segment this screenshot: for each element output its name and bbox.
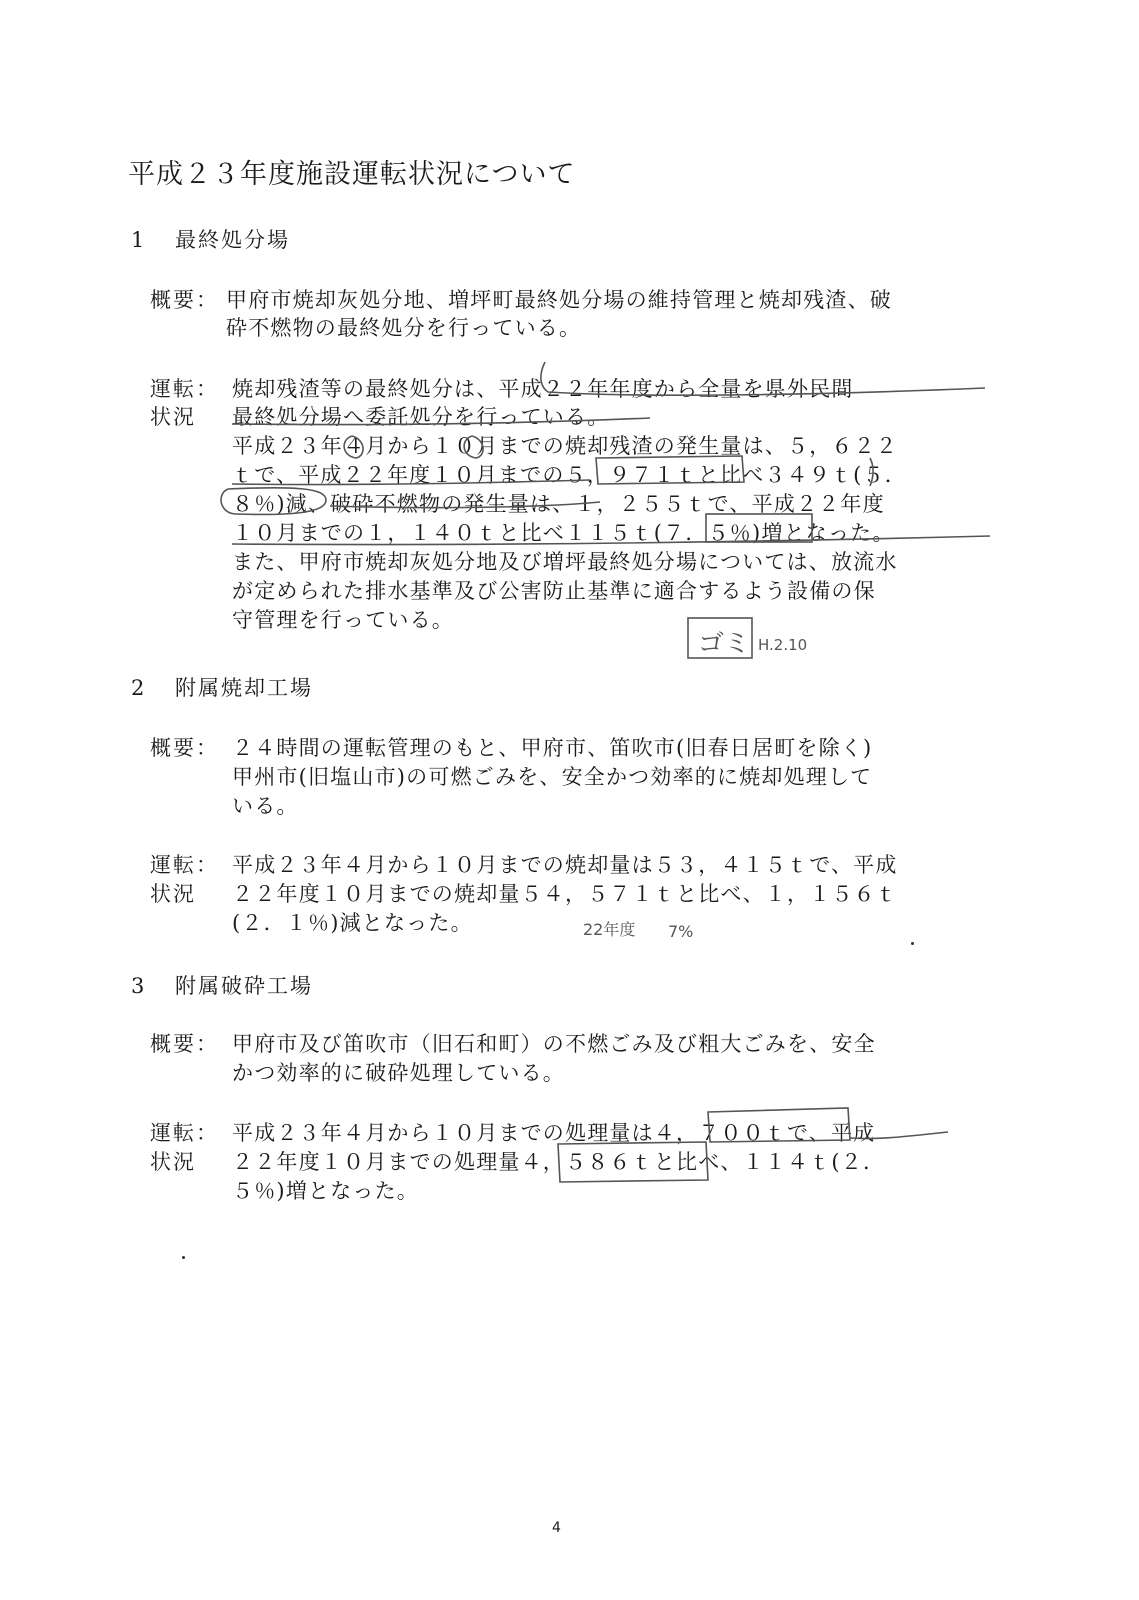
handwritten-note: 7% — [668, 922, 694, 941]
operation-label: 運転： — [150, 853, 219, 877]
body-line: ５％)増となった。 — [232, 1179, 419, 1203]
scan-speck — [182, 1256, 185, 1259]
body-line: 砕不燃物の最終処分を行っている。 — [226, 316, 582, 340]
operation-label: 運転： — [150, 1121, 219, 1145]
body-line: 平成２３年４月から１０月までの焼却残渣の発生量は、５，６２２ — [232, 434, 898, 458]
section-title: 附属焼却工場 — [175, 676, 313, 700]
body-line: (２．１％)減となった。 — [232, 911, 473, 935]
section-title: 最終処分場 — [175, 228, 290, 252]
body-line: が定められた排水基準及び公害防止基準に適合するよう設備の保 — [232, 579, 876, 603]
overview-label: 概要： — [150, 1032, 219, 1056]
status-label: 状況 — [150, 1150, 196, 1174]
section-number: 2 — [131, 676, 147, 700]
operation-label: 運転： — [150, 377, 219, 401]
body-line: かつ効率的に破砕処理している。 — [232, 1061, 565, 1085]
body-line: ２２年度１０月までの処理量４，５８６ｔと比べ、１１４ｔ(２． — [232, 1150, 886, 1174]
section-number: 1 — [131, 228, 147, 252]
body-line: 甲府市焼却灰処分地、増坪町最終処分場の維持管理と焼却残渣、破 — [226, 288, 892, 312]
scan-speck — [911, 942, 914, 945]
body-line: また、甲府市焼却灰処分地及び増坪最終処分場については、放流水 — [232, 550, 898, 574]
body-line: 焼却残渣等の最終処分は、平成２２年年度から全量を県外民間 — [232, 377, 854, 401]
section-2-heading — [131, 672, 313, 702]
body-line: 平成２３年４月から１０月までの焼却量は５３，４１５ｔで、平成 — [232, 853, 898, 877]
section-title: 附属破砕工場 — [175, 974, 313, 998]
status-label: 状況 — [150, 405, 196, 429]
body-line: １０月までの１，１４０ｔと比べ１１５ｔ(７．５％)増となった。 — [232, 521, 895, 545]
overview-label: 概要： — [150, 288, 219, 312]
body-line: ８％)減、破砕不燃物の発生量は、１，２５５ｔで、平成２２年度 — [232, 492, 885, 516]
status-label: 状況 — [150, 882, 196, 906]
section-1-heading — [131, 224, 290, 254]
handwritten-note: H.2.10 — [758, 636, 808, 654]
body-line: ２４時間の運転管理のもと、甲府市、笛吹市(旧春日居町を除く) — [232, 736, 873, 760]
body-line: 甲府市及び笛吹市（旧石和町）の不燃ごみ及び粗大ごみを、安全 — [232, 1032, 876, 1056]
overview-label: 概要： — [150, 736, 219, 760]
body-line: 甲州市(旧塩山市)の可燃ごみを、安全かつ効率的に焼却処理して — [232, 765, 873, 789]
body-line: ２２年度１０月までの焼却量５４，５７１ｔと比べ、１，１５６ｔ — [232, 882, 898, 906]
body-line: 平成２３年４月から１０月までの処理量は４，７００ｔで、平成 — [232, 1121, 876, 1145]
handwritten-note: 22年度 — [583, 920, 636, 939]
section-3-heading — [131, 970, 313, 1000]
body-line: ｔで、平成２２年度１０月までの５，９７１ｔと比べ３４９ｔ(５． — [232, 463, 907, 487]
page-title: 平成２３年度施設運転状況について — [128, 159, 576, 190]
body-line: いる。 — [232, 794, 299, 818]
handwritten-note: ゴミ — [698, 629, 751, 659]
section-number: 3 — [131, 974, 147, 998]
body-line: 守管理を行っている。 — [232, 608, 454, 632]
body-line: 最終処分場へ委託処分を行っている。 — [232, 405, 610, 429]
pencil-box — [688, 618, 752, 658]
page-number: 4 — [552, 1520, 561, 1536]
